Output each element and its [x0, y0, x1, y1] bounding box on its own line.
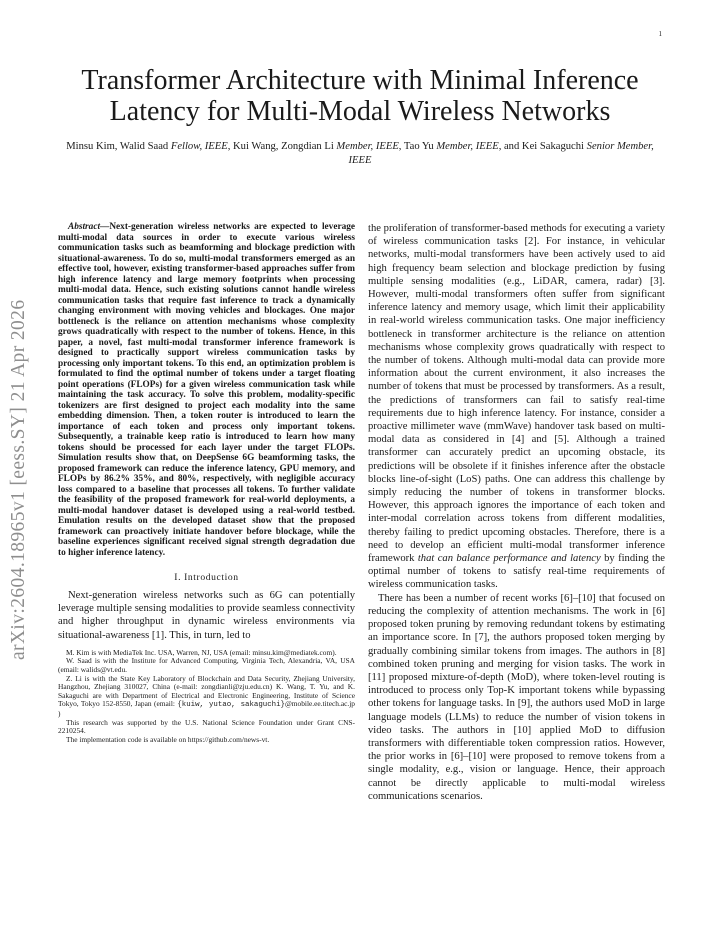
footnote-affiliation: [58, 675, 355, 719]
abstract: [58, 222, 355, 558]
footnote-affiliation: W. Saad is with the Institute for Advanced Computing, Virginia Tech, Alexandria, VA, USA (email: walids@vt.edu.: [58, 656, 355, 674]
footnote-code-link: The implementation code is available on https://github.com/news-vt.: [66, 734, 270, 744]
footnote-funding: This research was supported by the U.S. National Science Foundation under Grant CNS-2210254.: [58, 717, 355, 736]
body-text: by finding the optimal number of tokens to satisfy real-time requirements of wireless communication tasks.: [368, 553, 665, 591]
body-emphasis: that can balance performance and latency: [417, 553, 601, 565]
body-paragraph: [368, 222, 665, 592]
author-text: , Kui Wang, Zongdian Li: [227, 141, 337, 152]
abstract-lead: Abstract: [68, 222, 101, 232]
intro-paragraph: Next-generation wireless networks such as 6G can potentially leverage multiple sensing modalities to provide seamless connectivity and higher throughput in dynamic wireless environments via situational-awareness [1]. This, in turn, led to: [58, 590, 355, 641]
author-text: Minsu Kim, Walid Saad: [66, 141, 171, 152]
footnotes: [58, 649, 355, 745]
footnote-text: Z. Li is with the State Key Laboratory of Blockchain and Data Security, Zhejiang University, Hangzhou, Zhejiang 310027, China (e-mail: zongdianli@zju.edu.cn) K. Wang, T. Yu, and K. Sakaguchi are with Department of Electrical and Electronic Engineering, Institute of Science Tokyo, Tokyo 152-8550, Japan (email:: [58, 673, 355, 709]
right-column: [368, 222, 665, 803]
left-column: [58, 222, 355, 744]
author-role: Senior Member, IEEE: [348, 141, 654, 166]
footnote-affiliation: M. Kim is with MediaTek Inc. USA, Warren, NJ, USA (email: minsu.kim@mediatek.com).: [66, 647, 337, 657]
footnote-text: @mobile.ee.titech.ac.jp ): [58, 699, 355, 718]
section-heading-introduction: I. Introduction: [174, 572, 239, 583]
paper-title: Transformer Architecture with Minimal Inference Latency for Multi-Modal Wireless Networks: [81, 65, 639, 127]
body-paragraph: There has been a number of recent works [6]–[10] that focused on reducing the complexity of attention mechanisms. The work in [6] proposed token pruning by removing redundant tokens by estimating an importance score. In [7], the authors proposed token merging by gradually combining similar tokens from images. The authors in [8] combined token pruning and merging for vision tasks. The work in [11] proposed mixture-of-depth (MoD), where token-level routing is introduced to process only Top-K important tokens while bypassing other tokens for language tasks. In [9], the authors used MoD in large language models (LLMs) to reduce the number of vision tokens in video tasks. The authors in [10] applied MoD to diffusion transformers with differentiable token compression ratios. However, the prior works in [6]–[10] were proposed to remove tokens from a single modality, e.g., vision or language. Hence, their approach cannot be directly applicable to multi-modal wireless communications scenarios.: [368, 592, 665, 802]
abstract-text: —Next-generation wireless networks are expected to leverage multi-modal data sources in order to execute various wireless communication tasks such as beamforming and blockage prediction with situational-awareness. To do so, multi-modal transformers emerged as an effective tool, however, existing transformer-based approaches suffer from high inference latency and large memory footprints when processing multi-modal data. Hence, such existing solutions cannot handle wireless communication tasks that require fast inference to track a dynamically changing environment with moving vehicles and blockages. One major bottleneck is the reliance on attention mechanisms whose complexity grows quadratically with respect to the number of tokens. Hence, in this paper, a novel, fast multi-modal transformer inference framework is designed to practically support wireless communication tasks by processing only important tokens. To this end, an optimization problem is formulated to find the optimal number of tokens under a target floating point operations (FLOPs) for a given wireless communication task while maintaining the task accuracy. To solve this problem, modality-specific tokenizers are first designed to project each modality into the same embedding dimension. Then, a token router is introduced to learn the importance of each token and process only important tokens. Subsequently, a trainable keep ratio is introduced to learn how many tokens should be processed for each layer under the target FLOPs. Simulation results show that, on DeepSense 6G beamforming tasks, the proposed framework can reduce the inference latency, GPU memory, and FLOPs by 86.2% 35%, and 80%, respectively, with negligible accuracy loss compared to a baseline that processes all tokens. To further validate the feasibility of the proposed framework for real-world deployments, a multi-modal handover dataset is developed using a real-world testbed. Emulation results on the developed dataset show that the proposed framework can proactively initiate handover before blockage, while the baseline experiences significant received signal strength degradation due to higher inference latency.: [58, 222, 355, 558]
body-text: the proliferation of transformer-based methods for executing a variety of wireless communication tasks [2]. For instance, in vehicular networks, multi-modal transformers have been actively used to aid high frequency beam selection and blockage prediction by fusing multiple sensing modalities (e.g., LiDAR, camera, radar) [3]. However, multi-modal transformers often suffer from significant inference latency and memory usage, which limit their applicability in real-world wireless communication tasks. One major inefficiency bottleneck in transformer architecture is the reliance on attention mechanisms whose complexity grows quadratically with respect to the number of tokens. Although multi-modal data can provide more information about the current environment, it also increases the number of tokens that must be processed by transformers. As a result, the predictions of transformers can fail to satisfy real-time requirements due to high inference latency. For instance, consider a proactive millimeter wave (mmWave) handover task based on multi-modal data as considered in [4] and [5]. Although a trained transformer can accurately predict an upcoming obstacle, its predictions will be obsolete if it finishes inference after the obstacle blocks line-of-sight (LoS) paths. One can address this challenge by simply reducing the number of tokens in transformer blocks. However, this approach ignores the importance of each token and inter-modal correlation across tokens from different modalities, thereby failing to predict upcoming obstacles. Therefore, there is a need to develop an efficient multi-modal transformer inference framework: [368, 223, 665, 565]
page-number: 1: [658, 30, 662, 38]
footnote-email-handles: {kuiw, yutao, sakaguchi}: [177, 701, 285, 710]
author-role: Member, IEEE: [336, 141, 399, 152]
author-role: Fellow, IEEE: [170, 141, 228, 152]
author-role: Member, IEEE: [436, 141, 499, 152]
arxiv-identifier-stamp: arXiv:2604.18965v1 [eess.SY] 21 Apr 2026: [8, 299, 29, 660]
author-text: , Tao Yu: [398, 141, 437, 152]
author-list: [60, 140, 660, 168]
author-text: , and Kei Sakaguchi: [498, 141, 587, 152]
